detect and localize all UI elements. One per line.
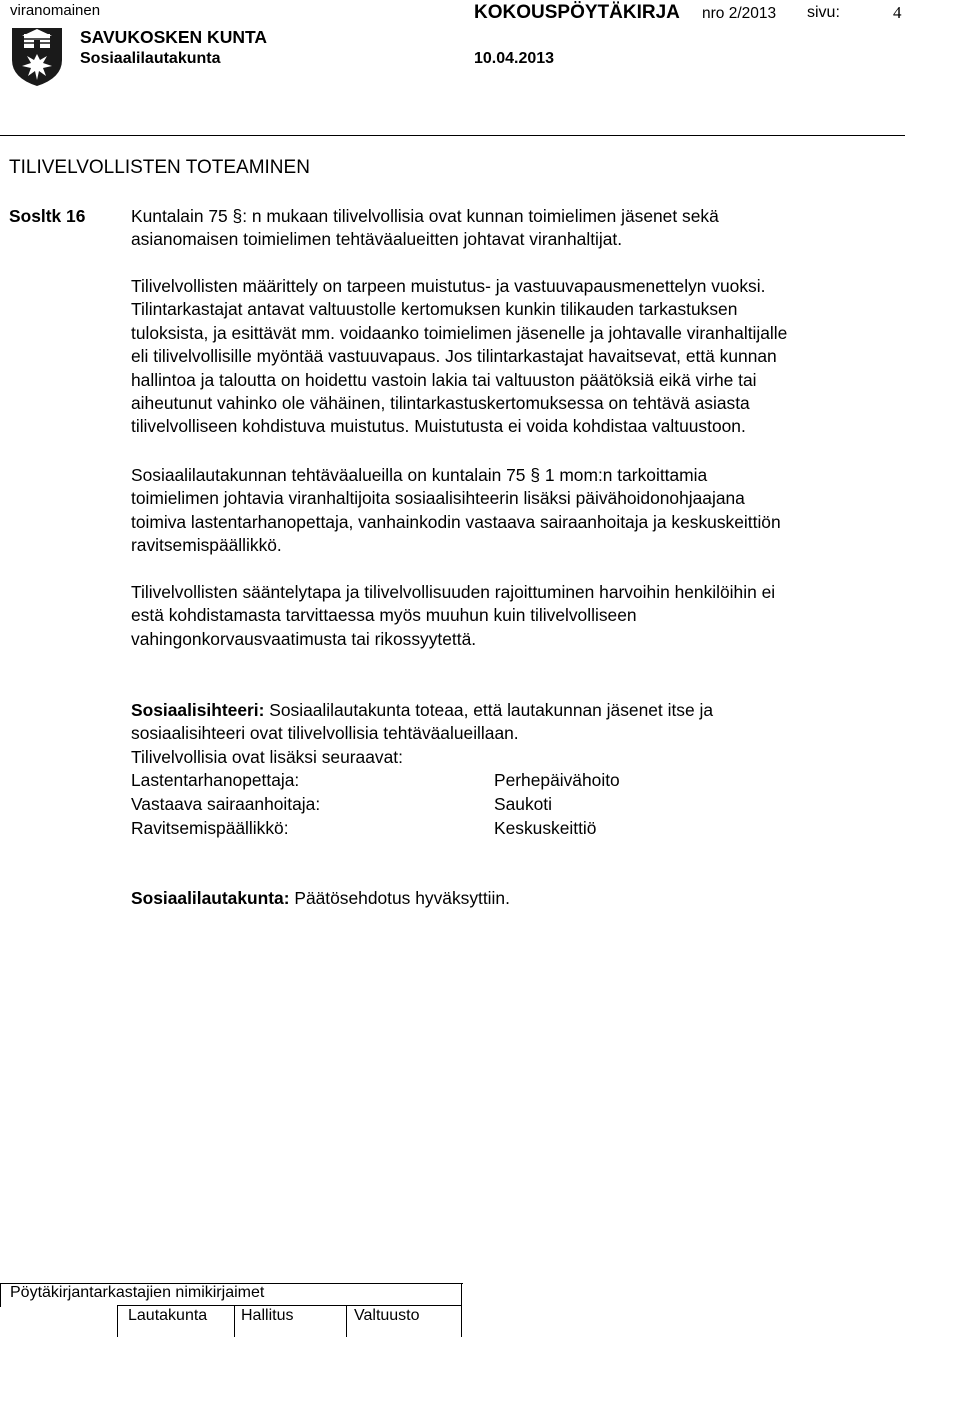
proposal-block — [131, 699, 931, 769]
role-row — [131, 769, 299, 792]
paragraph-3 — [131, 464, 931, 558]
decision-block — [131, 887, 510, 910]
paragraph-2 — [131, 275, 931, 439]
role-row — [131, 817, 289, 840]
footer-right-border — [461, 1283, 462, 1307]
decision-label: Sosiaalilautakunta: — [131, 888, 290, 908]
paragraph-line: Tilivelvollisten sääntelytapa ja tilivelvollisuuden rajoittuminen harvoihin henkilöihin ei — [131, 582, 776, 602]
role-unit: Saukoti — [494, 794, 553, 814]
footer-column-valtuusto: Valtuusto — [354, 1307, 420, 1324]
footer-separator — [346, 1305, 347, 1337]
role-name: Vastaava sairaanhoitaja: — [131, 794, 321, 814]
paragraph-line: Sosiaalilautakunnan tehtäväalueilla on kuntalain 75 § 1 mom:n tarkoittamia — [131, 465, 708, 485]
paragraph-line: estä kohdistamasta tarvittaessa myös muuhun kuin tilivelvolliseen — [131, 605, 637, 626]
role-unit: Perhepäivähoito — [494, 770, 620, 790]
proposal-label: Sosiaalisihteeri: — [131, 700, 265, 720]
footer-column-lautakunta: Lautakunta — [128, 1307, 208, 1324]
footer-column-rule — [117, 1305, 462, 1306]
paragraph-line: tilivelvolliseen kohdistuva muistutus. Muistutusta ei voida kohdistaa valtuustoon. — [131, 416, 746, 437]
document-type-label: viranomainen — [10, 2, 101, 19]
paragraph-line: asianomaisen toimielimen tehtäväalueitten johtavat viranhaltijat. — [131, 229, 623, 250]
section-heading: TILIVELVOLLISTEN TOTEAMINEN — [9, 157, 310, 178]
role-unit: Keskuskeittiö — [494, 818, 597, 838]
board-name: Sosiaalilautakunta — [80, 50, 221, 67]
footer-title: Pöytäkirjantarkastajien nimikirjaimet — [10, 1284, 265, 1301]
decision-text: Päätösehdotus hyväksyttiin. — [294, 888, 510, 908]
paragraph-1 — [131, 205, 931, 252]
page-label: sivu: — [807, 4, 840, 21]
municipal-crest-icon — [10, 26, 64, 88]
municipality-name: SAVUKOSKEN KUNTA — [80, 27, 267, 47]
footer-separator — [117, 1305, 118, 1337]
role-name: Ravitsemispäällikkö: — [131, 818, 289, 838]
paragraph-line: Tilivelvollisten määrittely on tarpeen muistutus- ja vastuuvapausmenettelyn vuoksi. — [131, 276, 766, 296]
paragraph-line: Tilintarkastajat antavat valtuustolle kertomuksen kunkin tilikauden tarkastuksen — [131, 299, 738, 320]
footer-separator — [234, 1305, 235, 1337]
section-code: Sosltk 16 — [9, 206, 86, 226]
page-number: 4 — [893, 3, 902, 22]
paragraph-line: eli tilivelvollisille myöntää vastuuvapaus. Jos tilintarkastajat havaitsevat, että kunnan — [131, 346, 777, 367]
paragraph-line: toimielimen johtavia viranhaltijoita sosiaalisihteerin lisäksi päivähoidonohjaajana — [131, 488, 745, 509]
meeting-date: 10.04.2013 — [474, 50, 555, 67]
footer-column-hallitus: Hallitus — [241, 1307, 294, 1324]
paragraph-line: Kuntalain 75 §: n mukaan tilivelvollisia ovat kunnan toimielimen jäsenet sekä — [131, 206, 719, 226]
footer-separator — [461, 1305, 462, 1337]
document-title: KOKOUSPÖYTÄKIRJA — [474, 2, 680, 23]
paragraph-line: vahingonkorvausvaatimusta tai rikossyytettä. — [131, 628, 477, 649]
footer-left-border — [0, 1283, 1, 1307]
role-row — [131, 793, 320, 816]
proposal-text: Sosiaalilautakunta toteaa, että lautakunnan jäsenet itse ja — [269, 700, 714, 720]
paragraph-line: hallintoa ja taloutta on hoidettu vastoin lakia tai valtuuston päätöksiä eikä virhe tai — [131, 369, 757, 390]
paragraph-4 — [131, 581, 931, 651]
proposal-text: Tilivelvollisia ovat lisäksi seuraavat: — [131, 746, 403, 767]
document-number: nro 2/2013 — [702, 5, 777, 22]
role-name: Lastentarhanopettaja: — [131, 770, 300, 790]
paragraph-line: ravitsemispäällikkö. — [131, 535, 282, 556]
footer-top-rule — [0, 1283, 463, 1284]
proposal-text: sosiaalisihteeri ovat tilivelvollisia tehtäväalueillaan. — [131, 723, 519, 744]
paragraph-line: toimiva lastentarhanopettaja, vanhainkodin vastaava sairaanhoitaja ja keskuskeittiön — [131, 511, 781, 532]
paragraph-line: tuloksista, ja esittävät mm. voidaanko toimielimen jäsenelle ja johtavalle viranhaltijalle — [131, 322, 788, 343]
header-divider — [0, 135, 905, 136]
paragraph-line: aiheutunut vahinko ole vähäinen, tilintarkastuskertomuksessa on tehtävä asiasta — [131, 393, 750, 414]
